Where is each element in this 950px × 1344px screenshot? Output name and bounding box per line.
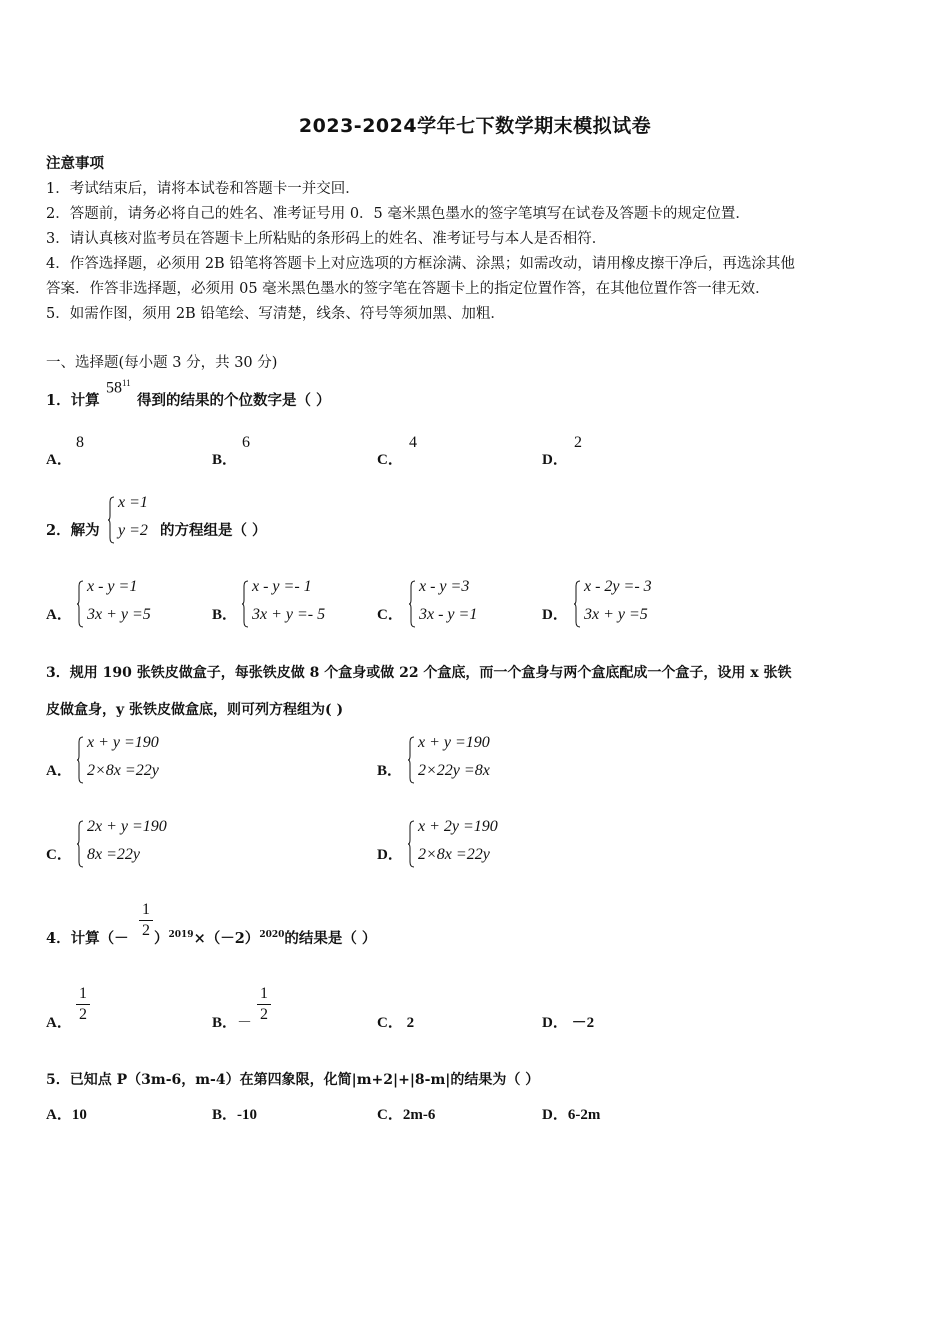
option-label: B． (212, 1107, 238, 1123)
q4-option-d[interactable] (542, 1011, 594, 1032)
notice-item-4-cont: 答案．作答非选择题，必须用 05 毫米黑色墨水的签字笔在答题卡上的指定位置作答，在其他位置作答一律无效． (46, 281, 770, 297)
brace-icon (77, 736, 84, 784)
q4-close-paren: ） (154, 930, 169, 947)
q2-option-a[interactable] (46, 603, 72, 624)
fraction-bar (76, 1004, 90, 1005)
numerator: 1 (260, 985, 268, 1002)
option-label: C． (377, 1015, 403, 1031)
page-title: 2023-2024学年七下数学期末模拟试卷 (298, 115, 652, 137)
equation-row: 2×8x =22y (87, 762, 159, 779)
option-label: D． (542, 1015, 568, 1031)
q4-option-a[interactable] (46, 1011, 72, 1032)
q4-exponent-1: 2019 (168, 930, 194, 941)
brace-icon (408, 820, 415, 868)
option-value: 10 (71, 1107, 87, 1123)
option-value: 2 (406, 1015, 415, 1031)
q4-exponent-2: 2020 (259, 930, 285, 941)
q1-power (106, 378, 131, 397)
option-value: －2 (571, 1015, 595, 1031)
q1-option-a[interactable] (46, 448, 72, 469)
option-value: 6-2m (567, 1107, 601, 1123)
q5-option-b[interactable] (212, 1103, 257, 1124)
denominator: 2 (260, 1006, 268, 1023)
q3-text-line-1: 3．规用 190 张铁皮做盒子，每张铁皮做 8 个盒身或做 22 个盒底，而一个盒身与两个盒底配成一个盒子，设用 x 张铁 (46, 665, 792, 681)
q1-option-c[interactable] (377, 448, 403, 469)
option-label: D． (377, 847, 403, 863)
q1-option-b-value: 6 (242, 434, 250, 451)
q4-times-neg2: ×（－2） (193, 930, 260, 947)
notice-item-1: 1．考试结束后，请将本试卷和答题卡一并交回． (46, 181, 360, 197)
equation-row: 3x + y =5 (87, 606, 151, 623)
q1-option-d[interactable] (542, 448, 568, 469)
brace-icon (242, 580, 249, 628)
brace-icon (77, 580, 84, 628)
q3-option-c[interactable] (46, 843, 72, 864)
option-label: A． (46, 1015, 72, 1031)
q4-option-b-fraction (257, 985, 271, 1024)
notice-item-2: 2．答题前，请务必将自己的姓名、准考证号用 0．5 毫米黑色墨水的签字笔填写在试卷及答题卡的规定位置． (46, 206, 750, 222)
q3-option-b[interactable] (377, 759, 402, 780)
denominator: 2 (142, 922, 150, 939)
q2-option-c[interactable] (377, 603, 403, 624)
q4-suffix: 的结果是（ ） (284, 930, 377, 947)
q1-base: 58 (106, 379, 122, 397)
q4-expression (154, 927, 376, 948)
fraction-bar (139, 920, 153, 921)
equation-row: x + y =190 (418, 734, 490, 751)
numerator: 1 (142, 901, 150, 918)
option-label: D． (542, 607, 568, 623)
option-label: A． (46, 607, 72, 623)
q5-option-a[interactable] (46, 1103, 87, 1124)
equation-row: x - y =- 1 (252, 578, 312, 595)
equation-row: x - 2y =- 3 (584, 578, 652, 595)
q1-suffix: 得到的结果的个位数字是（ ） (137, 392, 331, 409)
option-label: A． (46, 1107, 72, 1123)
q1-option-d-value: 2 (574, 434, 582, 451)
q5-option-d[interactable] (542, 1103, 600, 1124)
q4-option-c[interactable] (377, 1011, 414, 1032)
q1-option-b[interactable] (212, 448, 237, 469)
option-value: 2m-6 (402, 1107, 436, 1123)
option-label: B． (212, 1015, 238, 1031)
q3-option-d[interactable] (377, 843, 403, 864)
equation-row: 2×8x =22y (418, 846, 490, 863)
equation-row: 2x + y =190 (87, 818, 167, 835)
notice-item-5: 5．如需作图，须用 2B 铅笔绘、写清楚，线条、符号等须加黑、加粗． (46, 306, 505, 322)
brace-icon (408, 736, 415, 784)
option-label: A． (46, 763, 72, 779)
option-label: C． (46, 847, 72, 863)
equation-row: 3x + y =- 5 (252, 606, 326, 623)
q5-text: 5．已知点 P（3m-6，m-4）在第四象限，化简|m+2|+|8-m|的结果为（ ） (46, 1072, 540, 1088)
numerator: 1 (79, 985, 87, 1002)
minus-sign: － (237, 1015, 253, 1031)
option-label: B． (212, 607, 238, 623)
notice-item-4: 4．作答选择题，必须用 2B 铅笔将答题卡上对应选项的方框涂满、涂黑；如需改动，请用橡皮擦干净后，再选涂其他 (46, 256, 795, 272)
q1-option-c-value: 4 (409, 434, 417, 451)
q4-prefix: 4．计算（－ (46, 930, 129, 947)
brace-icon (108, 496, 115, 544)
q4-option-b[interactable] (212, 1011, 252, 1032)
q3-text-line-2: 皮做盒身，y 张铁皮做盒底，则可列方程组为( ) (46, 702, 344, 718)
brace-icon (574, 580, 581, 628)
q2-suffix: 的方程组是（ ） (160, 522, 267, 539)
notice-heading: 注意事项 (46, 155, 104, 172)
q5-option-c[interactable] (377, 1103, 435, 1124)
equation-row: x + y =190 (87, 734, 159, 751)
equation-row: x + 2y =190 (418, 818, 498, 835)
equation-row: x =1 (118, 494, 148, 511)
equation-row: 3x + y =5 (584, 606, 648, 623)
denominator: 2 (79, 1006, 87, 1023)
section-heading: 一、选择题(每小题 3 分，共 30 分) (46, 355, 278, 371)
option-value: -10 (237, 1107, 258, 1123)
option-label: A． (46, 452, 72, 468)
q3-option-a[interactable] (46, 759, 72, 780)
equation-row: y =2 (118, 522, 148, 539)
option-label: C． (377, 452, 403, 468)
equation-row: x - y =1 (87, 578, 138, 595)
equation-row: 2×22y =8x (418, 762, 490, 779)
equation-row: 8x =22y (87, 846, 140, 863)
q2-option-d[interactable] (542, 603, 568, 624)
q2-option-b[interactable] (212, 603, 237, 624)
brace-icon (77, 820, 84, 868)
q4-option-a-fraction (76, 985, 90, 1024)
q4-fraction (139, 901, 153, 940)
option-label: C． (377, 1107, 403, 1123)
fraction-bar (257, 1004, 271, 1005)
equation-row: 3x - y =1 (419, 606, 478, 623)
equation-row: x - y =3 (419, 578, 470, 595)
q1-option-a-value: 8 (76, 434, 84, 451)
q1-exponent: 11 (122, 378, 131, 388)
option-label: D． (542, 452, 568, 468)
notice-item-3: 3．请认真核对监考员在答题卡上所粘贴的条形码上的姓名、准考证号与本人是否相符． (46, 231, 607, 247)
option-label: C． (377, 607, 403, 623)
q2-prefix: 2．解为 (46, 522, 100, 539)
option-label: D． (542, 1107, 568, 1123)
brace-icon (409, 580, 416, 628)
option-label: B． (377, 763, 403, 779)
option-label: B． (212, 452, 238, 468)
q1-prefix: 1．计算 (46, 392, 100, 409)
